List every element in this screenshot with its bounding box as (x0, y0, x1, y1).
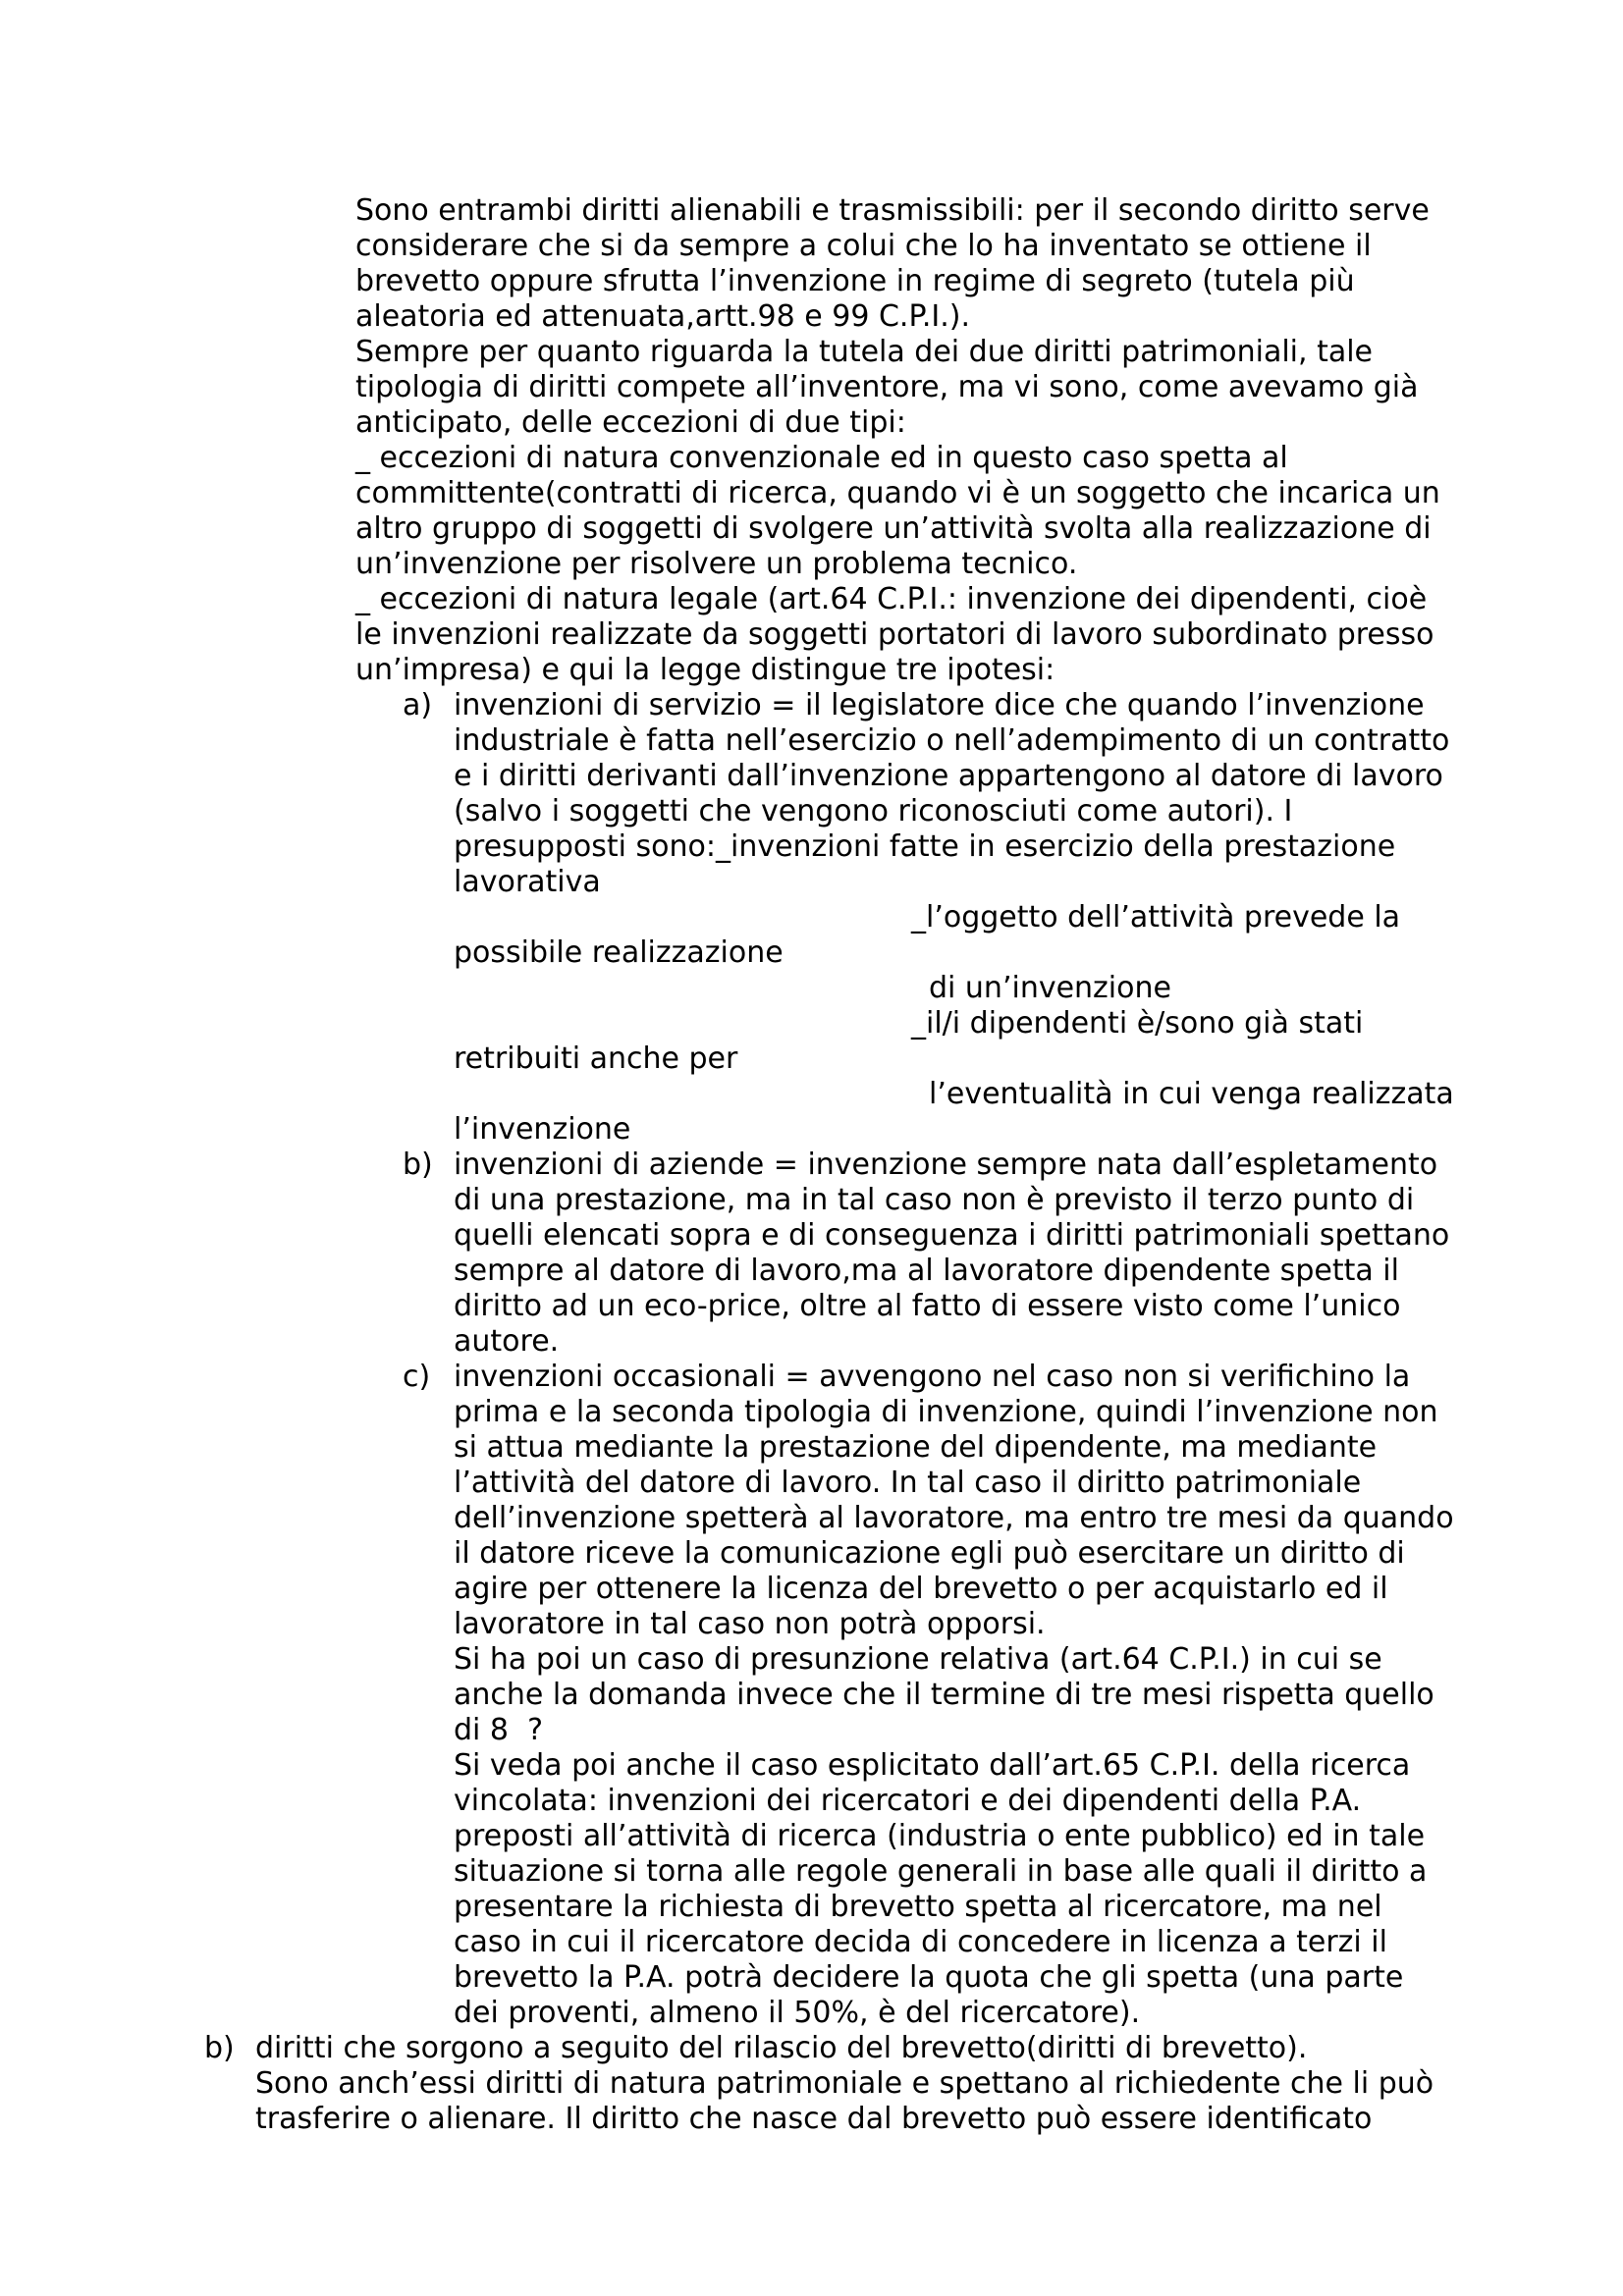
text-line: anche la domanda invece che il termine di tre mesi rispetta quello (454, 1678, 1434, 1712)
text-line: tipologia di diritti compete all’inventore, ma vi sono, come avevamo già (355, 370, 1419, 404)
text-line: brevetto oppure sfrutta l’invenzione in regime di segreto (tutela più (355, 264, 1355, 298)
text-line: Sono entrambi diritti alienabili e trasmissibili: per il secondo diritto serve (355, 193, 1430, 228)
text-line: _ eccezioni di natura convenzionale ed in questo caso spetta al (355, 441, 1288, 475)
text-line: Sono anch’essi diritti di natura patrimoniale e spettano al richiedente che li può (255, 2066, 1434, 2101)
text-line: prima e la seconda tipologia di invenzione, quindi l’invenzione non (454, 1395, 1438, 1429)
text-line: situazione si torna alle regole generali in base alle quali il diritto a (454, 1854, 1428, 1889)
text-line: brevetto la P.A. potrà decidere la quota che gli spetta (una parte (454, 1960, 1404, 1995)
text-line: di un’invenzione (929, 971, 1171, 1005)
text-line: invenzioni di aziende = invenzione sempre nata dall’espletamento (454, 1148, 1438, 1182)
text-line: di una prestazione, ma in tal caso non è previsto il terzo punto di (454, 1183, 1415, 1217)
text-line: lavoratore in tal caso non potrà opporsi. (454, 1607, 1046, 1641)
text-line: retribuiti anche per (454, 1041, 738, 1076)
text-line: un’impresa) e qui la legge distingue tre ipotesi: (355, 653, 1055, 687)
text-line: il datore riceve la comunicazione egli può esercitare un diritto di (454, 1536, 1405, 1571)
text-line: caso in cui il ricercatore decida di concedere in licenza a terzi il (454, 1925, 1387, 1959)
text-line: industriale è fatta nell’esercizio o nell’adempimento di un contratto (454, 723, 1450, 758)
list-marker: c) (403, 1360, 431, 1394)
text-line: (salvo i soggetti che vengono riconosciuti come autori). I (454, 794, 1293, 828)
text-line: committente(contratti di ricerca, quando vi è un soggetto che incarica un (355, 476, 1440, 510)
text-line: preposti all’attività di ricerca (industria o ente pubblico) ed in tale (454, 1819, 1426, 1853)
text-line: dell’invenzione spetterà al lavoratore, ma entro tre mesi da quando (454, 1501, 1454, 1535)
text-line: _ eccezioni di natura legale (art.64 C.P.I.: invenzione dei dipendenti, cioè (355, 582, 1428, 616)
text-line: trasferire o alienare. Il diritto che nasce dal brevetto può essere identificato (255, 2102, 1373, 2136)
list-marker: a) (403, 688, 433, 722)
text-line: vincolata: invenzioni dei ricercatori e dei dipendenti della P.A. (454, 1784, 1362, 1818)
text-line: di 8 ? (454, 1713, 543, 1747)
text-line: anticipato, delle eccezioni di due tipi: (355, 405, 906, 440)
text-line: un’invenzione per risolvere un problema tecnico. (355, 547, 1078, 581)
text-line: l’invenzione (454, 1112, 631, 1147)
text-line: sempre al datore di lavoro,ma al lavoratore dipendente spetta il (454, 1254, 1399, 1288)
text-line: Sempre per quanto riguarda la tutela dei due diritti patrimoniali, tale (355, 335, 1374, 369)
text-line: _l’oggetto dell’attività prevede la (911, 900, 1401, 934)
text-line: altro gruppo di soggetti di svolgere un’attività svolta alla realizzazione di (355, 511, 1432, 546)
text-line: e i diritti derivanti dall’invenzione appartengono al datore di lavoro (454, 759, 1443, 793)
text-line: dei proventi, almeno il 50%, è del ricercatore). (454, 1996, 1141, 2030)
text-line: Si veda poi anche il caso esplicitato dall’art.65 C.P.I. della ricerca (454, 1748, 1411, 1783)
list-marker: b) (403, 1148, 433, 1182)
text-line: l’attività del datore di lavoro. In tal caso il diritto patrimoniale (454, 1466, 1362, 1500)
text-line: presentare la richiesta di brevetto spetta al ricercatore, ma nel (454, 1890, 1382, 1924)
text-line: diritti che sorgono a seguito del rilascio del brevetto(diritti di brevetto). (255, 2031, 1308, 2065)
text-line: invenzioni di servizio = il legislatore dice che quando l’invenzione (454, 688, 1425, 722)
text-line: possibile realizzazione (454, 935, 784, 970)
list-marker: b) (204, 2031, 235, 2065)
text-line: diritto ad un eco-price, oltre al fatto di essere visto come l’unico (454, 1289, 1401, 1323)
text-line: l’eventualità in cui venga realizzata (929, 1077, 1454, 1111)
text-line: agire per ottenere la licenza del brevetto o per acquistarlo ed il (454, 1572, 1388, 1606)
text-line: aleatoria ed attenuata,artt.98 e 99 C.P.I.). (355, 299, 971, 334)
text-line: Si ha poi un caso di presunzione relativa (art.64 C.P.I.) in cui se (454, 1642, 1382, 1677)
text-line: si attua mediante la prestazione del dipendente, ma mediante (454, 1430, 1378, 1465)
text-line: le invenzioni realizzate da soggetti portatori di lavoro subordinato presso (355, 617, 1434, 652)
text-line: _il/i dipendenti è/sono già stati (911, 1006, 1364, 1041)
text-line: presupposti sono:_invenzioni fatte in esercizio della prestazione (454, 829, 1396, 864)
text-line: considerare che si da sempre a colui che lo ha inventato se ottiene il (355, 229, 1372, 263)
text-line: autore. (454, 1324, 560, 1359)
text-line: quelli elencati sopra e di conseguenza i diritti patrimoniali spettano (454, 1218, 1450, 1253)
text-line: lavorativa (454, 865, 601, 899)
text-line: invenzioni occasionali = avvengono nel caso non si verifichino la (454, 1360, 1411, 1394)
